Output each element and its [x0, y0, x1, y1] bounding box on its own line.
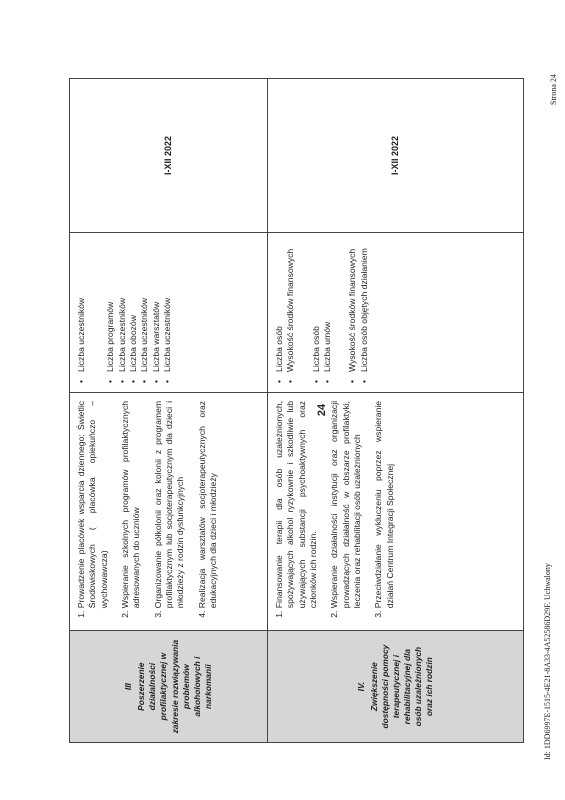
document-id-footer: Id: 1DD6997E-1515-4E21-8A33-4A52586D29F. Uchwalony	[543, 563, 552, 760]
task-item: 4. Realizacja warsztatów socjoterapeutycznych oraz edukacyjnych dla dzieci i młodzieży	[197, 401, 220, 608]
indicator-item: • Liczba warsztatów	[151, 241, 162, 372]
indicator-item: • Liczba uczestników	[117, 241, 128, 372]
area-number: III	[123, 683, 134, 691]
indicator-item: • Wysokość środków finansowych	[285, 241, 296, 372]
page-number: 24	[316, 403, 328, 417]
task-item: 2. Wspieranie szkolnych programów profilaktycznych adresowanych do uczniów	[120, 401, 143, 608]
indicators-cell	[70, 232, 268, 392]
task-item: 1. Prowadzenie placówek wsparcia dziennego: Świetlic Środowiskowych ( placówka opiekuńczo – wychowawcza)	[76, 401, 110, 608]
date-cell: I-XII 2022	[70, 79, 268, 233]
indicator-item: • Liczba uczestników	[139, 241, 150, 372]
indicator-item: • Liczba uczestników	[76, 241, 87, 372]
table-row	[70, 79, 268, 743]
indicators-cell	[268, 232, 524, 392]
table-row	[268, 79, 524, 743]
indicator-item: • Liczba umów	[322, 241, 333, 372]
area-title: Zwiększenie dostępności pomocy terapeutycznej i rehabilitacyjnej dla osób uzależnionych oraz ich rodzin	[368, 644, 435, 729]
task-item: 3. Przeciwdziałanie wykluczeniu poprzez wspieranie działań Centrum Integracji Społecznej	[373, 401, 396, 608]
area-number: IV.	[355, 681, 366, 692]
tasks-cell	[268, 392, 524, 630]
task-item: 3. Organizowanie półkolonii oraz kolonii z programem profilaktycznym lub socjoterapeutycznym dla dzieci i młodzieży z rodzin dysfunkcyjnych	[153, 401, 187, 608]
task-item: 2. Wspieranie działalności instytucji oraz organizacji prowadzących działalność w obszarze profilaktyki, leczenia oraz rehabilitacji osób uzależnionych	[329, 401, 363, 608]
indicator-item: • Liczba osób	[274, 241, 285, 372]
area-cell	[268, 631, 524, 743]
program-table	[69, 78, 523, 743]
page-label-footer: Strona 24	[549, 74, 558, 105]
indicator-item: • Liczba osób objętych działaniem	[359, 241, 370, 372]
area-title: Poszerzenie działalności profilaktycznej w zakresie rozwiązywania problemów alkoholowych i narkomanii	[136, 639, 213, 734]
indicator-item: • Liczba osób	[311, 241, 322, 372]
date-cell: I-XII 2022	[268, 79, 524, 233]
indicator-item: • Liczba programów	[105, 241, 116, 372]
tasks-table	[69, 78, 524, 743]
indicator-item: • Liczba uczestników	[162, 241, 173, 372]
area-cell	[70, 631, 268, 743]
task-item: 1. Finansowanie terapii dla osób uzależnionych, spożywających alkohol ryzykownie i szkodliwie lub używających substancji psychoaktywnych oraz członków ich rodzin.	[274, 401, 319, 608]
indicator-item: • Wysokość środków finansowych	[347, 241, 358, 372]
indicator-item: • Liczba obozów	[128, 241, 139, 372]
tasks-cell	[70, 392, 268, 630]
